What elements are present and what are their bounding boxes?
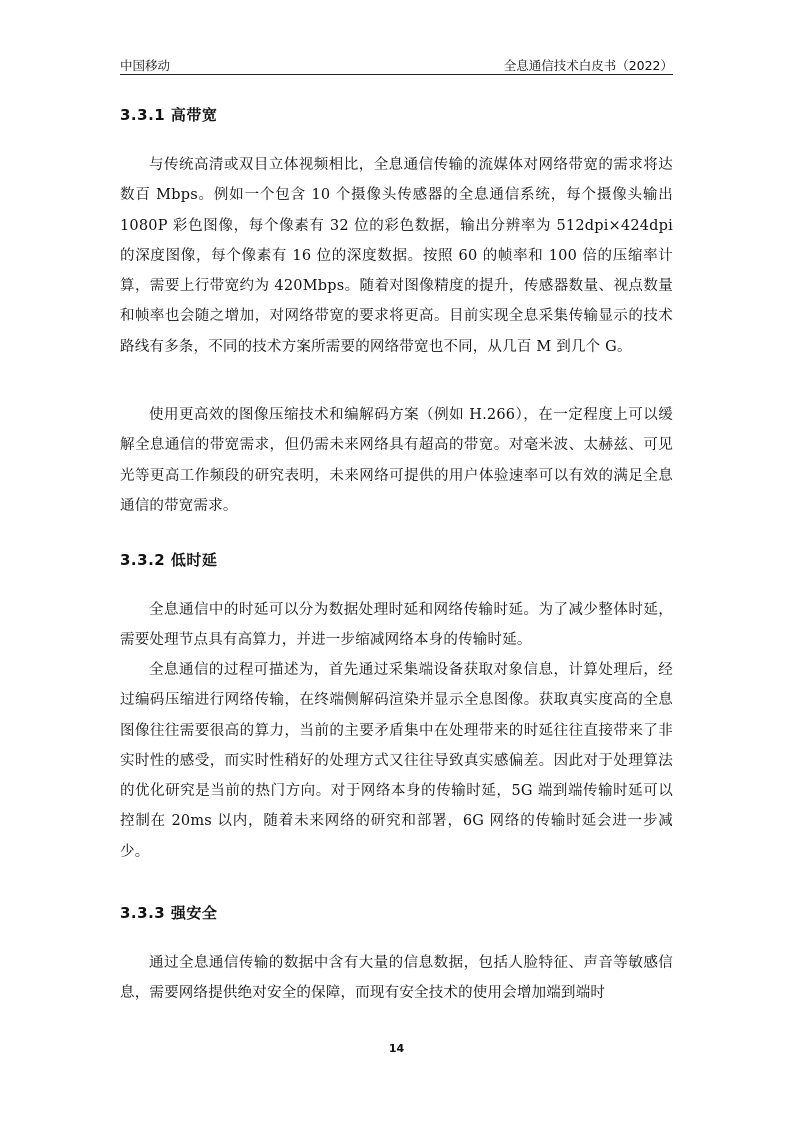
paragraph: 与传统高清或双目立体视频相比，全息通信传输的流媒体对网络带宽的需求将达数百 Mbps。例如一个包含 10 个摄像头传感器的全息通信系统，每个摄像头输出 1080P 彩色图像，每个像素有 32 位的彩色数据，输出分辨率为 512dpi×424dpi 的深度图像，每个像素有 16 位的深度数据。按照 60 的帧率和 100 倍的压缩率计算，需要上行带宽约为 420Mbps。随着对图像精度的提升，传感器数量、视点数量和帧率也会随之增加，对网络带宽的要求将更高。目前实现全息采集传输显示的技术路线有多条，不同的技术方案所需要的网络带宽也不同，从几百 M 到几个 G。 <box>120 157 673 355</box>
paragraph: 使用更高效的图像压缩技术和编解码方案（例如 H.266），在一定程度上可以缓解全息通信的带宽需求，但仍需未来网络具有超高的带宽。对毫米波、太赫兹、可见光等更高工作频段的研究表明，未来网络可提供的用户体验速率可以有效的满足全息通信的带宽需求。 <box>120 407 673 514</box>
page-header <box>120 54 673 75</box>
paragraph: 全息通信中的时延可以分为数据处理时延和网络传输时延。为了减少整体时延，需要处理节点具有高算力，并进一步缩减网络本身的传输时延。 <box>120 602 673 649</box>
header-organization: 中国移动 <box>120 58 171 73</box>
section-heading-strong-security: 3.3.3 强安全 <box>120 904 218 922</box>
paragraph: 全息通信的过程可描述为，首先通过采集端设备获取对象信息，计算处理后，经过编码压缩进行网络传输，在终端侧解码渲染并显示全息图像。获取真实度高的全息图像往往需要很高的算力，当前的主要矛盾集中在处理带来的时延往往直接带来了非实时性的感受，而实时性稍好的处理方式又往往导致真实感偏差。因此对于处理算法的优化研究是当前的热门方向。对于网络本身的传输时延，5G 端到端传输时延可以控制在 20ms 以内，随着未来网络的研究和部署，6G 网络的传输时延会进一步减少。 <box>120 662 673 860</box>
page-number: 14 <box>388 1042 405 1055</box>
section-heading-high-bandwidth: 3.3.1 高带宽 <box>120 106 218 124</box>
paragraph: 通过全息通信传输的数据中含有大量的信息数据，包括人脸特征、声音等敏感信息，需要网络提供绝对安全的保障，而现有安全技术的使用会增加端到端时 <box>120 955 673 1002</box>
section-heading-low-latency: 3.3.2 低时延 <box>120 551 218 569</box>
header-document-title: 全息通信技术白皮书（2022） <box>503 58 673 73</box>
